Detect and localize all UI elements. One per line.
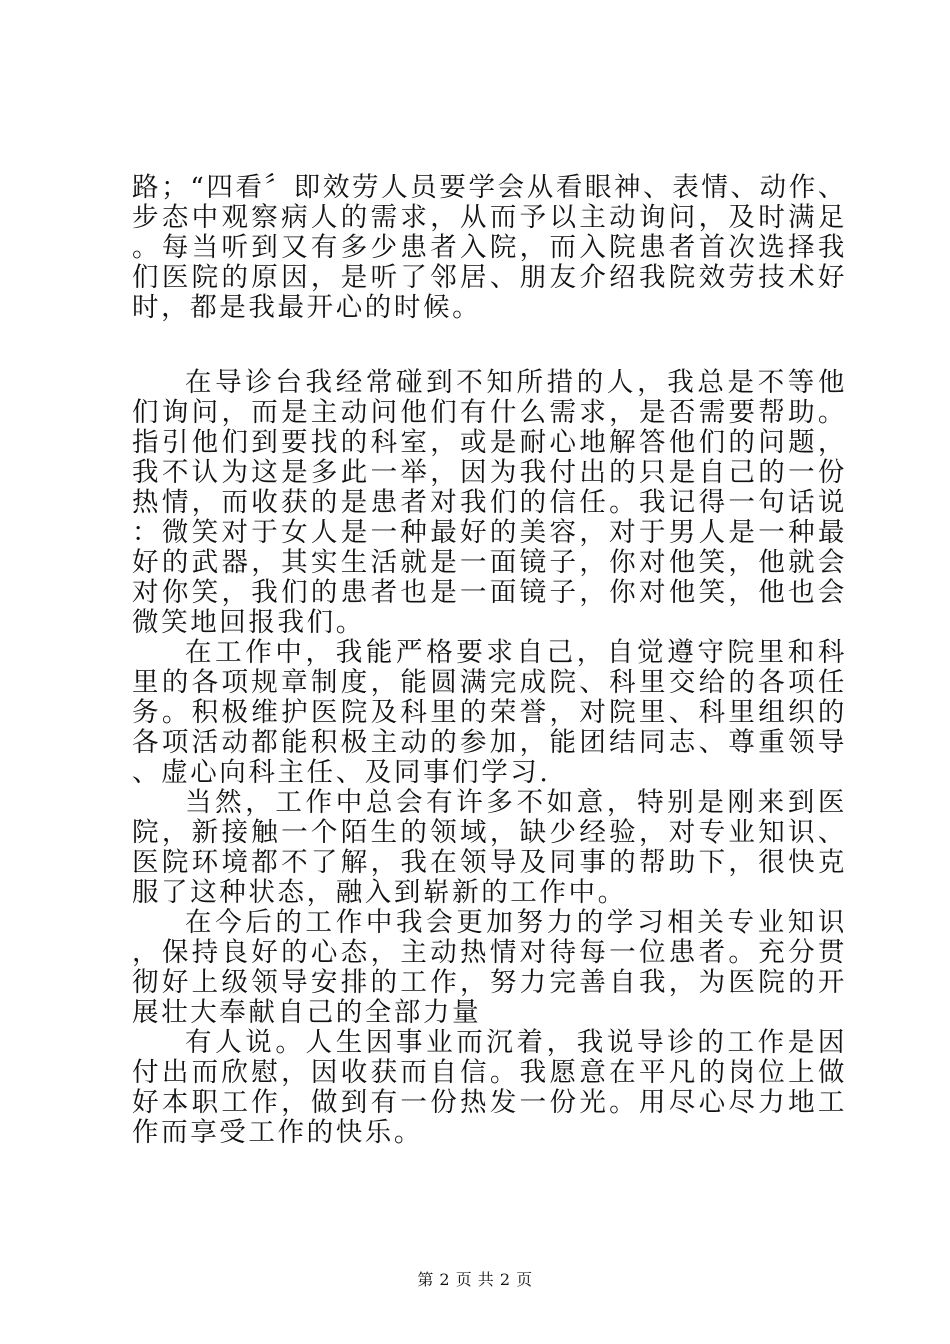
- page-number-footer: 第 2 页 共 2 页: [417, 1270, 533, 1289]
- paragraph-future-plans: 在今后的工作中我会更加努力的学习相关专业知识，保持良好的心态，主动热情对待每一位患者。充分贯彻好上级领导安排的工作，努力完善自我，为医院的开展壮大奉献自己的全部力量: [132, 907, 847, 1028]
- paragraph-reception-desk: 在导诊台我经常碰到不知所措的人，我总是不等他们询问，而是主动问他们有什么需求，是否需要帮助。指引他们到要找的科室，或是耐心地解答他们的问题，我不认为这是多此一举，因为我付出的只是自己的一份热情，而收获的是患者对我们的信任。我记得一句话说：微笑对于女人是一种最好的美容，对于男人是一种最好的武器，其实生活就是一面镜子，你对他笑，他就会对你笑，我们的患者也是一面镜子，你对他笑，他也会微笑地回报我们。: [132, 367, 847, 638]
- paragraph-continuation: 路；“四看〞即效劳人员要学会从看眼神、表情、动作、步态中观察病人的需求，从而予以主动询问，及时满足。每当听到又有多少患者入院，而入院患者首次选择我们医院的原因，是听了邻居、朋友介绍我院效劳技术好时，都是我最开心的时候。: [132, 172, 847, 323]
- paragraph-overcoming-difficulties: 当然，工作中总会有许多不如意，特别是刚来到医院，新接触一个陌生的领域，缺少经验，对专业知识、医院环境都不了解，我在领导及同事的帮助下，很快克服了这种状态，融入到崭新的工作中。: [132, 787, 847, 908]
- document-body: [132, 173, 847, 1148]
- paragraph-work-discipline: 在工作中，我能严格要求自己，自觉遵守院里和科里的各项规章制度，能圆满完成院、科里交给的各项任务。积极维护医院及科里的荣誉，对院里、科里组织的各项活动都能积极主动的参加，能团结同志、尊重领导、虚心向科主任、及同事们学习.: [132, 637, 847, 788]
- paragraph-closing: 有人说。人生因事业而沉着，我说导诊的工作是因付出而欣慰，因收获而自信。我愿意在平凡的岗位上做好本职工作，做到有一份热发一份光。用尽心尽力地工作而享受工作的快乐。: [132, 1027, 847, 1148]
